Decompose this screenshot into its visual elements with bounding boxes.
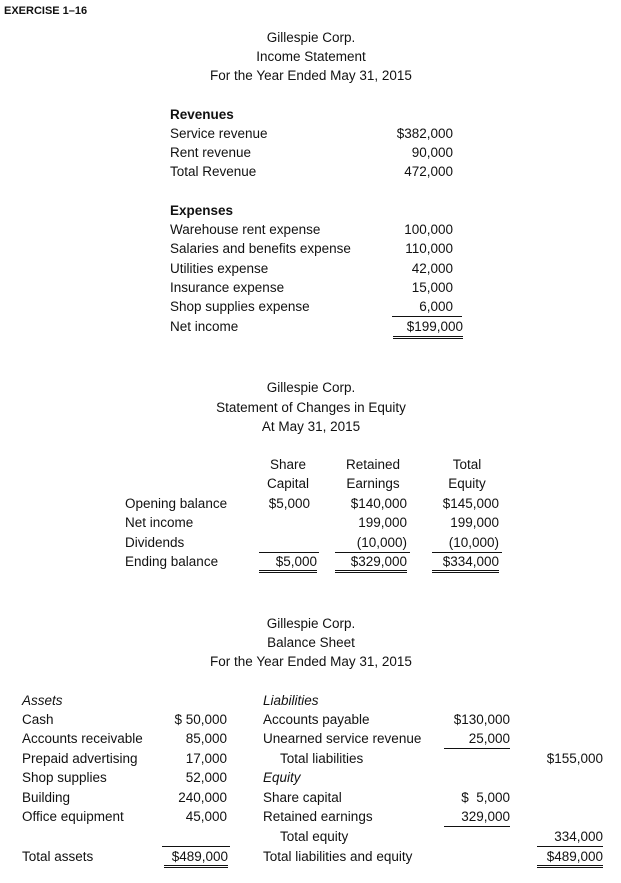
- liability-label: Accounts payable: [263, 712, 370, 727]
- equity-row-label: Ending balance: [125, 554, 219, 569]
- asset-amount: 45,000: [185, 809, 227, 824]
- expense-amount: 100,000: [404, 222, 453, 237]
- equity-company: Gillespie Corp.: [266, 380, 356, 395]
- total-le-label: Total liabilities and equity: [263, 849, 413, 864]
- col-header-retained: Retained: [345, 457, 401, 472]
- total-equity-amount: 334,000: [537, 829, 603, 847]
- total-liabilities-amount: $155,000: [546, 751, 603, 766]
- underline-rule: [335, 552, 410, 553]
- underline-rule: [392, 316, 462, 317]
- asset-amount: $ 50,000: [174, 712, 227, 727]
- equity-title: Statement of Changes in Equity: [216, 400, 406, 415]
- col-header-total: Total: [452, 457, 482, 472]
- col-header-share: Share: [269, 457, 307, 472]
- net-income-amount: $199,000: [393, 319, 463, 339]
- expense-label: Salaries and benefits expense: [170, 241, 351, 256]
- equity-row-label: Opening balance: [125, 496, 228, 511]
- liability-amount: $130,000: [453, 712, 510, 727]
- total-assets-amount: $489,000: [164, 849, 228, 868]
- underline-rule: [259, 552, 319, 553]
- asset-label: Office equipment: [22, 809, 124, 824]
- income-company: Gillespie Corp.: [266, 30, 356, 45]
- total-equity-cell: $145,000: [442, 496, 499, 511]
- expense-label: Warehouse rent expense: [170, 222, 321, 237]
- asset-amount: 17,000: [185, 751, 227, 766]
- total-equity-cell: (10,000): [448, 535, 499, 550]
- balance-period: For the Year Ended May 31, 2015: [210, 654, 412, 669]
- expense-amount: 15,000: [411, 280, 453, 295]
- income-title: Income Statement: [256, 49, 366, 64]
- liability-label: Unearned service revenue: [263, 731, 422, 746]
- expense-amount: 110,000: [405, 241, 453, 256]
- revenue-label: Total Revenue: [170, 164, 257, 179]
- asset-amount: 85,000: [185, 731, 227, 746]
- asset-label: Prepaid advertising: [22, 751, 138, 766]
- balance-company: Gillespie Corp.: [266, 616, 356, 631]
- equity-item-amount: 329,000: [444, 809, 510, 827]
- asset-label: Shop supplies: [22, 770, 107, 785]
- liabilities-heading: Liabilities: [263, 693, 319, 708]
- equity-period: At May 31, 2015: [261, 419, 361, 434]
- equity-heading: Equity: [263, 770, 301, 785]
- expenses-heading: Expenses: [170, 203, 234, 218]
- net-income-label: Net income: [170, 319, 239, 334]
- revenue-amount: $382,000: [396, 126, 453, 141]
- revenue-amount: 472,000: [404, 164, 453, 179]
- asset-amount: 240,000: [178, 790, 227, 805]
- total-assets-label: Total assets: [22, 849, 94, 864]
- asset-label: Cash: [22, 712, 54, 727]
- share-capital-cell: $5,000: [268, 496, 310, 511]
- equity-item-amount: $ 5,000: [461, 790, 510, 805]
- revenue-label: Rent revenue: [170, 145, 252, 160]
- income-period: For the Year Ended May 31, 2015: [210, 68, 412, 83]
- assets-heading: Assets: [22, 693, 63, 708]
- asset-amount: 52,000: [185, 770, 227, 785]
- total-liabilities-label: Total liabilities: [280, 751, 364, 766]
- total-equity-cell: $334,000: [432, 554, 499, 573]
- equity-row-label: Net income: [125, 515, 194, 530]
- retained-earnings-cell: 199,000: [358, 515, 407, 530]
- col-header-share: Capital: [266, 476, 310, 491]
- asset-label: Building: [22, 790, 71, 805]
- retained-earnings-cell: (10,000): [356, 535, 407, 550]
- revenues-heading: Revenues: [170, 107, 234, 122]
- underline-rule: [162, 846, 230, 847]
- equity-item-label: Share capital: [263, 790, 342, 805]
- expense-amount: 6,000: [419, 299, 453, 314]
- liability-amount: 25,000: [444, 731, 510, 749]
- equity-item-label: Retained earnings: [263, 809, 373, 824]
- balance-title: Balance Sheet: [267, 635, 355, 650]
- total-le-amount: $489,000: [537, 849, 603, 868]
- asset-label: Accounts receivable: [22, 731, 143, 746]
- col-header-retained: Earnings: [346, 476, 400, 491]
- col-header-total: Equity: [448, 476, 486, 491]
- expense-amount: 42,000: [411, 261, 453, 276]
- expense-label: Utilities expense: [170, 261, 269, 276]
- expense-label: Shop supplies expense: [170, 299, 310, 314]
- retained-earnings-cell: $329,000: [335, 554, 407, 573]
- equity-row-label: Dividends: [125, 535, 185, 550]
- revenue-label: Service revenue: [170, 126, 268, 141]
- total-equity-label: Total equity: [280, 829, 349, 844]
- share-capital-cell: $5,000: [259, 554, 317, 573]
- expense-label: Insurance expense: [170, 280, 285, 295]
- underline-rule: [432, 552, 502, 553]
- total-equity-cell: 199,000: [450, 515, 499, 530]
- exercise-label: EXERCISE 1–16: [4, 5, 88, 17]
- revenue-amount: 90,000: [411, 145, 453, 160]
- retained-earnings-cell: $140,000: [350, 496, 407, 511]
